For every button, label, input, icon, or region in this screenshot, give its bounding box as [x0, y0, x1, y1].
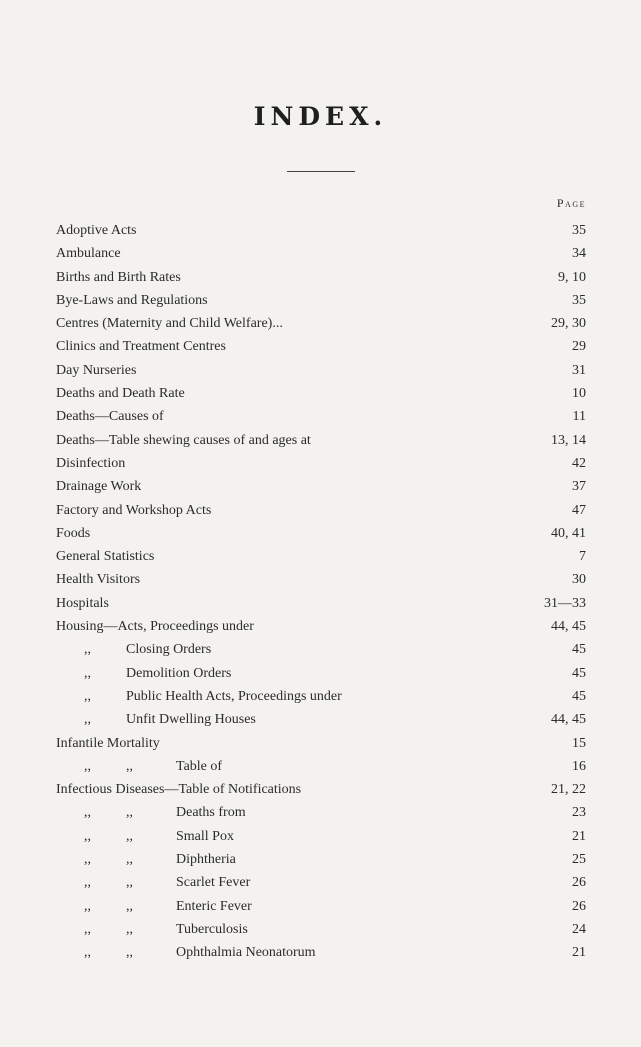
index-entry-text: Demolition Orders	[126, 665, 232, 681]
index-entry-label	[56, 475, 141, 498]
index-entry-label	[84, 662, 231, 685]
index-entry-label	[56, 499, 211, 522]
ditto-mark: ,,	[84, 688, 91, 704]
index-entry-page: 34	[572, 246, 586, 262]
index-entry-text: Deaths and Death Rate	[56, 386, 185, 402]
index-entry	[0, 452, 641, 475]
index-entry-text: General Statistics	[56, 549, 155, 565]
index-entry-label	[56, 429, 311, 452]
index-entry-text: Ambulance	[56, 246, 121, 262]
index-entry-label	[56, 732, 160, 755]
index-entry	[0, 755, 641, 778]
ditto-mark: ,,	[84, 852, 91, 868]
ditto-mark: ,,	[84, 712, 91, 728]
index-entry	[0, 219, 641, 242]
index-entry-text: Factory and Workshop Acts	[56, 502, 212, 518]
index-entry-text: Scarlet Fever	[176, 875, 251, 891]
index-entry	[0, 359, 641, 382]
index-entry-label	[56, 382, 185, 405]
index-entry	[0, 685, 641, 708]
index-entry-page: 44, 45	[551, 712, 586, 728]
index-entry-label	[56, 219, 137, 242]
index-entry-text: Bye-Laws and Regulations	[56, 292, 208, 308]
ditto-mark: ,,	[126, 758, 133, 774]
index-entry-label	[84, 895, 252, 918]
index-entry-page: 45	[572, 642, 586, 658]
index-entry-label	[56, 289, 208, 312]
index-entry-page: 30	[572, 572, 586, 588]
index-entry-label	[56, 545, 154, 568]
index-entry-label	[84, 755, 222, 778]
index-entry-page: 35	[572, 223, 586, 238]
index-entry	[0, 545, 641, 568]
index-entry-text: Unfit Dwelling Houses	[126, 712, 256, 728]
index-entry-text: Public Health Acts, Proceedings under	[126, 688, 342, 704]
index-entry-label	[56, 615, 254, 638]
ditto-mark: ,,	[126, 945, 133, 961]
ditto-mark: ,,	[84, 828, 91, 844]
index-entry-text: Hospitals	[56, 595, 109, 611]
index-entry-label	[56, 592, 109, 615]
index-entry	[0, 568, 641, 591]
index-entry-text: Births and Birth Rates	[56, 269, 181, 285]
index-entry-label	[84, 918, 248, 941]
index-entry-page: 7	[579, 549, 586, 565]
index-entry-page: 45	[572, 665, 586, 681]
index-entry-text: Small Pox	[176, 828, 234, 844]
index-entry-text: Deaths from	[176, 805, 246, 821]
ditto-mark: ,,	[84, 921, 91, 937]
index-list	[0, 219, 641, 965]
index-entry-label	[84, 871, 250, 894]
index-entry-label	[56, 568, 140, 591]
index-entry-text: Day Nurseries	[56, 362, 137, 378]
index-entry	[0, 871, 641, 894]
index-entry-text: Clinics and Treatment Centres	[56, 339, 226, 355]
index-entry-page: 21, 22	[551, 782, 586, 798]
index-entry-text: Disinfection	[56, 455, 126, 471]
index-entry-page: 26	[572, 898, 586, 914]
index-entry-text: Housing—Acts, Proceedings under	[56, 619, 254, 635]
index-entry-label	[56, 778, 301, 801]
index-entry-text: Deaths—Table shewing causes of and ages at	[56, 432, 311, 448]
index-entry-text: Drainage Work	[56, 479, 142, 495]
index-entry-page: 21	[572, 828, 586, 844]
index-entry-label	[84, 685, 342, 708]
index-entry-text: Tuberculosis	[176, 921, 248, 937]
index-entry-page: 40, 41	[551, 525, 586, 541]
index-entry-page: 31—33	[544, 595, 586, 611]
ditto-mark: ,,	[84, 805, 91, 821]
index-entry-label	[84, 825, 234, 848]
index-entry	[0, 778, 641, 801]
ditto-mark: ,,	[126, 875, 133, 891]
index-entry	[0, 522, 641, 545]
index-entry-page: 9, 10	[558, 269, 586, 285]
page-title: INDEX.	[253, 102, 388, 131]
index-entry-text: Deaths—Causes of	[56, 409, 164, 425]
index-entry-label	[56, 405, 164, 428]
index-entry	[0, 708, 641, 731]
index-entry-text: Adoptive Acts	[56, 223, 137, 238]
index-entry	[0, 382, 641, 405]
index-entry	[0, 732, 641, 755]
index-entry-page: 45	[572, 688, 586, 704]
ditto-mark: ,,	[84, 875, 91, 891]
index-entry-label	[56, 522, 90, 545]
index-entry-label	[84, 941, 316, 964]
index-entry	[0, 825, 641, 848]
index-entry	[0, 638, 641, 661]
index-entry-text: Health Visitors	[56, 572, 141, 588]
index-entry	[0, 499, 641, 522]
index-entry	[0, 266, 641, 289]
index-entry	[0, 429, 641, 452]
index-entry	[0, 662, 641, 685]
ditto-mark: ,,	[84, 642, 91, 658]
index-entry	[0, 801, 641, 824]
index-entry	[0, 242, 641, 265]
ditto-mark: ,,	[84, 665, 91, 681]
index-entry-page: 24	[572, 921, 586, 937]
index-entry-page: 11	[572, 409, 586, 425]
index-entry-page: 47	[572, 502, 586, 518]
ditto-mark: ,,	[84, 945, 91, 961]
title-rule	[287, 171, 355, 172]
index-entry-page: 31	[572, 362, 586, 378]
index-entry-text: Enteric Fever	[176, 898, 252, 914]
index-entry	[0, 289, 641, 312]
index-entry	[0, 335, 641, 358]
index-entry	[0, 615, 641, 638]
ditto-mark: ,,	[126, 852, 133, 868]
index-entry	[0, 475, 641, 498]
ditto-mark: ,,	[126, 828, 133, 844]
index-entry-page: 44, 45	[551, 619, 586, 635]
index-entry-page: 13, 14	[551, 432, 586, 448]
index-entry-text: Diphtheria	[176, 852, 236, 868]
index-entry-label	[84, 801, 246, 824]
index-entry-label	[56, 266, 181, 289]
index-entry-text: Infectious Diseases—Table of Notifications	[56, 782, 302, 798]
index-entry-page: 29, 30	[551, 316, 586, 332]
index-entry-label	[56, 312, 283, 335]
index-entry-page: 26	[572, 875, 586, 891]
index-entry-label	[56, 452, 125, 475]
index-entry-label	[56, 359, 136, 382]
index-entry-label	[56, 335, 226, 358]
index-entry-label	[56, 242, 121, 265]
ditto-mark: ,,	[126, 898, 133, 914]
ditto-mark: ,,	[126, 805, 133, 821]
index-entry-text: Table of	[176, 758, 223, 774]
index-entry-page: 23	[572, 805, 586, 821]
index-entry	[0, 941, 641, 964]
index-entry	[0, 895, 641, 918]
index-entry-page: 10	[572, 386, 586, 402]
index-entry-page: 16	[572, 758, 586, 774]
index-entry	[0, 918, 641, 941]
index-entry-page: 37	[572, 479, 586, 495]
ditto-mark: ,,	[126, 921, 133, 937]
ditto-mark: ,,	[84, 758, 91, 774]
index-entry-text: Closing Orders	[126, 642, 212, 658]
page-column-header: Page	[556, 196, 586, 210]
index-entry-label	[84, 708, 256, 731]
index-entry-text: Infantile Mortality	[56, 735, 160, 751]
index-entry-page: 35	[572, 292, 586, 308]
index-entry	[0, 592, 641, 615]
index-entry-label	[84, 638, 211, 661]
index-entry-text: Centres (Maternity and Child Welfare)...	[56, 316, 283, 332]
ditto-mark: ,,	[84, 898, 91, 914]
index-entry	[0, 848, 641, 871]
index-entry-label	[84, 848, 236, 871]
index-entry-page: 29	[572, 339, 586, 355]
index-entry	[0, 312, 641, 335]
index-entry-text: Ophthalmia Neonatorum	[176, 945, 316, 961]
index-entry-page: 21	[572, 945, 586, 961]
index-entry-page: 42	[572, 455, 586, 471]
index-entry-text: Foods	[56, 525, 91, 541]
index-entry-page: 25	[572, 852, 586, 868]
index-entry-page: 15	[572, 735, 586, 751]
index-entry	[0, 405, 641, 428]
